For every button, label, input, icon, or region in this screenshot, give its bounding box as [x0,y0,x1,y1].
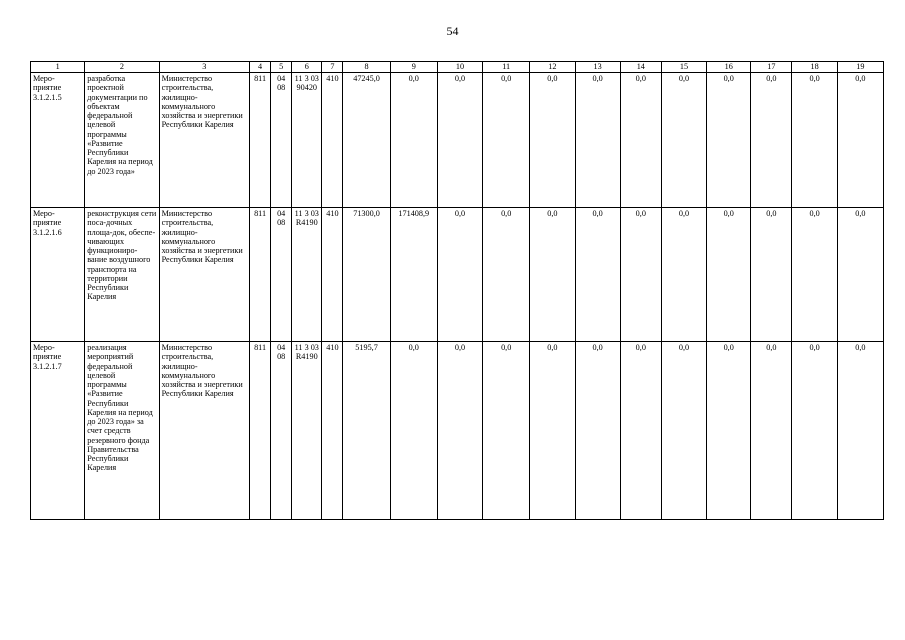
value-cell: 0,0 [707,342,751,520]
value-cell: 71300,0 [343,208,390,342]
activity-id-cell: Меро-приятие 3.1.2.1.7 [31,342,85,520]
value-cell: 0,0 [620,73,661,208]
budget-table [30,61,884,520]
column-header: 16 [707,62,751,73]
column-header: 1 [31,62,85,73]
column-header: 2 [85,62,159,73]
value-cell: 0,0 [483,342,530,520]
column-header: 11 [483,62,530,73]
page-number: 54 [446,24,459,38]
value-cell: 0,0 [530,73,575,208]
value-cell: 0,0 [483,208,530,342]
value-cell: 0,0 [751,208,792,342]
column-header: 17 [751,62,792,73]
activity-name-cell: реализация мероприятий федеральной целевой программы «Развитие Республики Карелия на период до 2023 года» за счет средств резервного фонда Правительства Республики Карелия [85,342,159,520]
value-cell: 0,0 [437,208,482,342]
code-cell: 410 [322,208,343,342]
value-cell: 0,0 [483,73,530,208]
value-cell: 0,0 [661,208,706,342]
column-header: 4 [250,62,271,73]
code-cell: 04 08 [271,342,292,520]
column-header: 3 [159,62,249,73]
value-cell: 0,0 [661,342,706,520]
value-cell: 0,0 [530,342,575,520]
code-cell: 11 3 03 R4190 [292,208,322,342]
value-cell: 0,0 [530,208,575,342]
value-cell: 0,0 [390,342,437,520]
value-cell: 0,0 [390,73,437,208]
table-row [31,208,884,342]
code-cell: 410 [322,73,343,208]
value-cell: 0,0 [792,208,837,342]
value-cell: 0,0 [792,342,837,520]
code-cell: 04 08 [271,208,292,342]
value-cell: 171408,9 [390,208,437,342]
value-cell: 0,0 [837,73,883,208]
value-cell: 0,0 [751,342,792,520]
value-cell: 0,0 [707,208,751,342]
column-header: 10 [437,62,482,73]
value-cell: 0,0 [437,342,482,520]
code-cell: 04 08 [271,73,292,208]
activity-name-cell: разработка проектной документации по объектам федеральной целевой программы «Развитие Республики Карелия на период до 2023 года» [85,73,159,208]
value-cell: 0,0 [751,73,792,208]
executor-cell: Министерство строительства, жилищно-коммунального хозяйства и энергетики Республики Карелия [159,342,249,520]
value-cell: 0,0 [620,208,661,342]
column-header: 14 [620,62,661,73]
column-header: 5 [271,62,292,73]
activity-name-cell: реконструкция сети поса-дочных площа-док, обеспе-чивающих функциониро-вание воздушного транспорта на территории Республики Карелия [85,208,159,342]
executor-cell: Министерство строительства, жилищно-коммунального хозяйства и энергетики Республики Карелия [159,73,249,208]
value-cell: 0,0 [661,73,706,208]
column-header: 6 [292,62,322,73]
activity-id-cell: Меро-приятие 3.1.2.1.5 [31,73,85,208]
value-cell: 0,0 [620,342,661,520]
code-cell: 11 3 03 R4190 [292,342,322,520]
value-cell: 0,0 [575,342,620,520]
value-cell: 0,0 [707,73,751,208]
column-header: 19 [837,62,883,73]
code-cell: 811 [250,208,271,342]
table-row [31,342,884,520]
table-row [31,73,884,208]
code-cell: 410 [322,342,343,520]
code-cell: 811 [250,342,271,520]
column-header: 7 [322,62,343,73]
value-cell: 0,0 [792,73,837,208]
column-header: 8 [343,62,390,73]
column-number-row [31,62,884,73]
column-header: 13 [575,62,620,73]
activity-id-cell: Меро-приятие 3.1.2.1.6 [31,208,85,342]
value-cell: 47245,0 [343,73,390,208]
column-header: 12 [530,62,575,73]
column-header: 9 [390,62,437,73]
executor-cell: Министерство строительства, жилищно-коммунального хозяйства и энергетики Республики Карелия [159,208,249,342]
value-cell: 0,0 [575,73,620,208]
value-cell: 0,0 [575,208,620,342]
value-cell: 0,0 [837,342,883,520]
column-header: 18 [792,62,837,73]
code-cell: 11 3 03 90420 [292,73,322,208]
column-header: 15 [661,62,706,73]
value-cell: 0,0 [837,208,883,342]
value-cell: 5195,7 [343,342,390,520]
code-cell: 811 [250,73,271,208]
value-cell: 0,0 [437,73,482,208]
